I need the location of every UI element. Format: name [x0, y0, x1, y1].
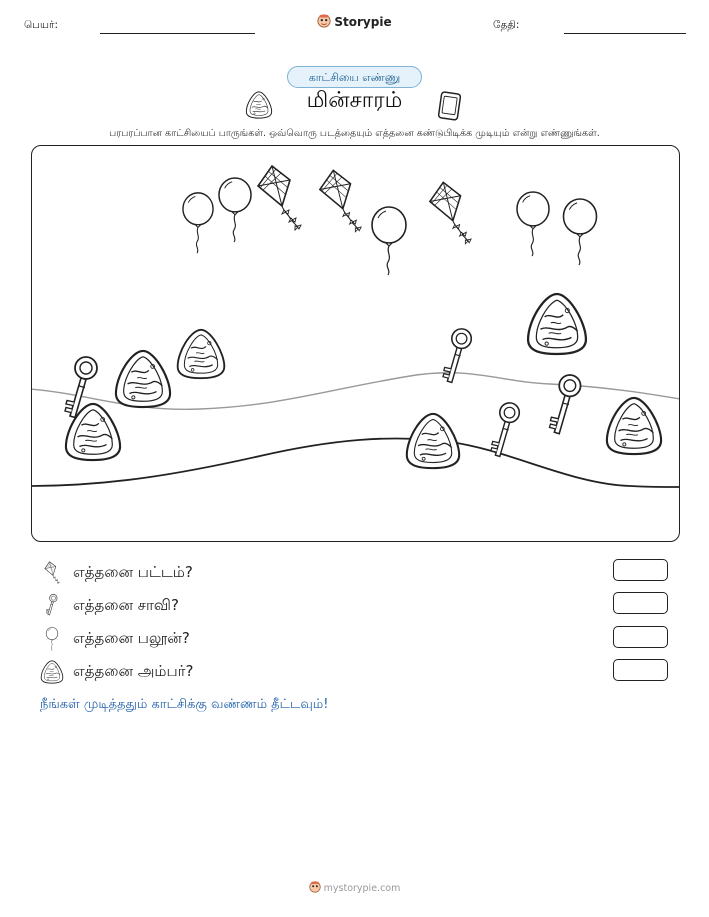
- amber-stone: [607, 398, 661, 454]
- footer-url[interactable]: mystorypie.com: [323, 883, 401, 894]
- amber-stone: [116, 351, 170, 407]
- amber-answer-box[interactable]: [613, 659, 668, 681]
- kite: [320, 171, 361, 232]
- question-text: எத்தனை பலூன்?: [73, 629, 190, 647]
- coloring-instruction: நீங்கள் முடித்ததும் காட்சிக்கு வண்ணம் தீட்டவும்!: [40, 697, 329, 712]
- balloon: [517, 192, 549, 256]
- name-label: பெயர்:: [24, 19, 59, 31]
- key-answer-box[interactable]: [613, 592, 668, 614]
- date-field[interactable]: [564, 33, 686, 34]
- phone-icon: [437, 91, 463, 121]
- amber-stone: [407, 414, 459, 468]
- key-icon: [40, 594, 64, 618]
- kite-icon: [40, 561, 64, 585]
- kite: [258, 166, 301, 230]
- storypie-logo-icon: [317, 14, 331, 28]
- brand-name: Storypie: [334, 15, 392, 29]
- brand-logo: [0, 14, 709, 29]
- instructions: பரபரப்பான காட்சியைப் பாருங்கள். ஒவ்வொரு படத்தையும் எத்தனை கண்டுபிடிக்க முடியும் என்று எண்ணுங்கள்.: [109, 128, 600, 139]
- balloon-icon: [40, 627, 64, 651]
- activity-badge: காட்சியை எண்ணு: [287, 66, 422, 88]
- date-label: தேதி:: [493, 19, 520, 31]
- question-text: எத்தனை சாவி?: [73, 596, 179, 614]
- amber-icon: [40, 660, 64, 684]
- page-title: மின்சாரம்: [306, 88, 403, 113]
- question-text: எத்தனை அம்பர்?: [73, 662, 194, 680]
- question-text: எத்தனை பட்டம்?: [73, 563, 193, 581]
- hill-line-front: [31, 439, 679, 488]
- amber-stone: [528, 294, 586, 354]
- key: [491, 403, 519, 457]
- balloon-answer-box[interactable]: [613, 626, 668, 648]
- balloon: [219, 178, 251, 242]
- balloon: [564, 199, 597, 265]
- kite: [430, 183, 471, 244]
- footer-branding: [0, 881, 709, 894]
- scene-drawing: [31, 145, 679, 541]
- amber-stone: [178, 330, 225, 378]
- storypie-footer-logo-icon: [309, 881, 321, 893]
- key: [443, 329, 471, 383]
- counting-scene: [31, 145, 680, 542]
- balloon: [372, 207, 406, 275]
- kite-answer-box[interactable]: [613, 559, 668, 581]
- name-field[interactable]: [100, 33, 255, 34]
- balloon: [183, 193, 213, 253]
- balloon: [31, 145, 37, 183]
